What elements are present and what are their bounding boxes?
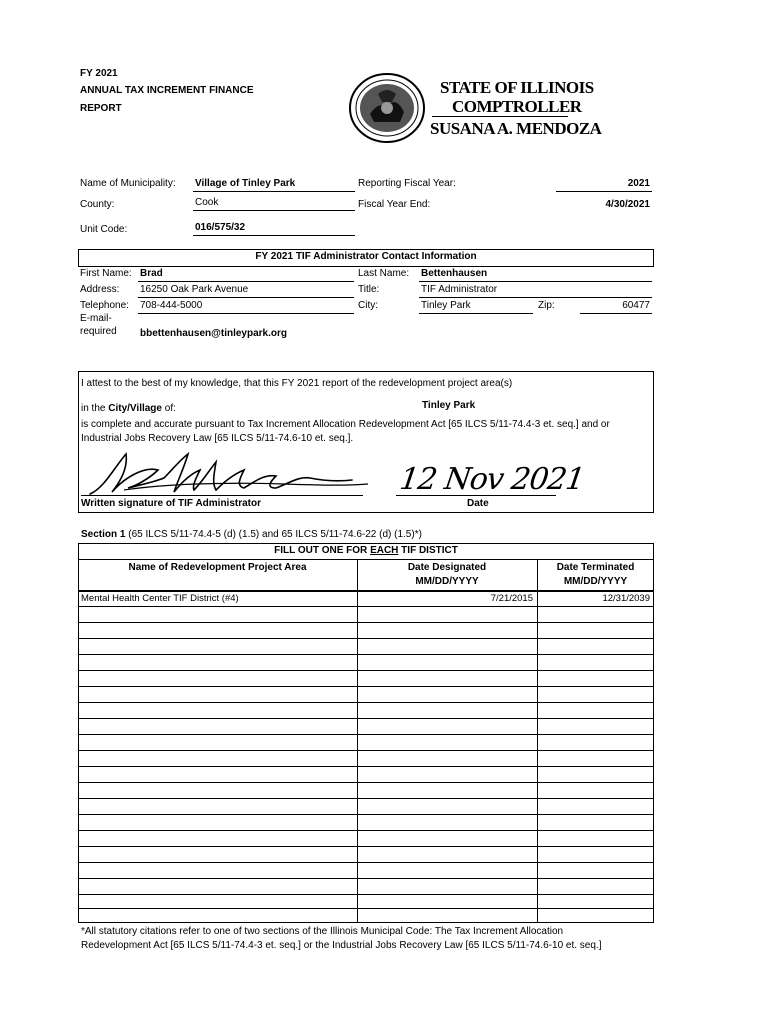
- city-label: City:: [358, 300, 378, 311]
- table-row-designated: 7/21/2015: [490, 593, 533, 604]
- attest-line4: Industrial Jobs Recovery Law [65 ILCS 5/11-74.6-10 et. seq.].: [81, 433, 354, 444]
- illinois-state-seal-icon: [348, 72, 426, 144]
- telephone-value: 708-444-5000: [140, 300, 203, 311]
- table-row-name: Mental Health Center TIF District (#4): [81, 593, 239, 604]
- handwritten-signature-icon: [84, 448, 374, 500]
- header-divider: [432, 116, 568, 117]
- report-title-line1: ANNUAL TAX INCREMENT FINANCE: [80, 85, 254, 96]
- county-value: Cook: [195, 197, 219, 208]
- first-name-value: Brad: [140, 268, 163, 279]
- fy-label: FY 2021: [80, 68, 118, 79]
- municipality-label: Name of Municipality:: [80, 178, 176, 189]
- first-name-label: First Name:: [80, 268, 132, 279]
- city-value: Tinley Park: [421, 300, 471, 311]
- report-title-line2: REPORT: [80, 103, 122, 114]
- fill-out-instruction: FILL OUT ONE FOR EACH TIF DISTICT: [274, 545, 458, 556]
- reporting-fy-label: Reporting Fiscal Year:: [358, 178, 456, 189]
- footnote-line2: Redevelopment Act [65 ILCS 5/11-74.4-3 et. seq.] or the Industrial Jobs Recovery Law [65 ILCS 5/11-74.6-10 et. seq.]: [81, 940, 602, 951]
- title-label: Title:: [358, 284, 380, 295]
- fiscal-year-end-label: Fiscal Year End:: [358, 199, 431, 210]
- signature-label: Written signature of TIF Administrator: [81, 498, 262, 509]
- comptroller-name: SUSANA A. MENDOZA: [430, 119, 602, 138]
- email-label-line2: required: [80, 326, 117, 337]
- col-header-terminated-format: MM/DD/YYYY: [563, 576, 628, 587]
- address-value: 16250 Oak Park Avenue: [140, 284, 249, 295]
- col-header-name: Name of Redevelopment Project Area: [128, 562, 307, 573]
- title-value: TIF Administrator: [421, 284, 498, 295]
- unit-code-value: 016/575/32: [195, 222, 246, 233]
- unit-code-label: Unit Code:: [80, 224, 128, 235]
- handwritten-date: 12 Nov 2021: [397, 462, 587, 497]
- attest-city-line: in the City/Village of:: [81, 403, 176, 414]
- fiscal-year-end-value: 4/30/2021: [605, 199, 650, 210]
- contact-title: FY 2021 TIF Administrator Contact Information: [255, 251, 477, 262]
- col-header-designated-format: MM/DD/YYYY: [415, 576, 479, 587]
- attest-line3: is complete and accurate pursuant to Tax Increment Allocation Redevelopment Act [65 ILCS 5/11-74.4-3 et. seq.] and or: [81, 419, 610, 430]
- attest-city-value: Tinley Park: [422, 400, 476, 411]
- state-heading: STATE OF ILLINOIS: [440, 78, 594, 97]
- attest-line1: I attest to the best of my knowledge, that this FY 2021 report of the redevelopment project area(s): [81, 378, 513, 389]
- section1-heading: Section 1 (65 ILCS 5/11-74.4-5 (d) (1.5) and 65 ILCS 5/11-74.6-22 (d) (1.5)*): [81, 529, 422, 540]
- address-label: Address:: [80, 284, 120, 295]
- col-header-designated: Date Designated: [407, 562, 487, 573]
- office-heading: COMPTROLLER: [452, 97, 582, 116]
- county-label: County:: [80, 199, 115, 210]
- col-header-terminated: Date Terminated: [556, 562, 635, 573]
- footnote-line1: *All statutory citations refer to one of two sections of the Illinois Municipal Code: The Tax Increment Allocation: [81, 926, 564, 937]
- reporting-fy-value: 2021: [627, 178, 650, 189]
- date-label: Date: [467, 498, 489, 509]
- table-row-terminated: 12/31/2039: [602, 593, 650, 604]
- email-label-line1: E-mail-: [80, 313, 112, 324]
- email-value: bbettenhausen@tinleypark.org: [140, 328, 287, 339]
- last-name-value: Bettenhausen: [421, 268, 488, 279]
- zip-value: 60477: [622, 300, 650, 311]
- municipality-value: Village of Tinley Park: [195, 178, 296, 189]
- last-name-label: Last Name:: [358, 268, 410, 279]
- telephone-label: Telephone:: [80, 300, 129, 311]
- zip-label: Zip:: [538, 300, 555, 311]
